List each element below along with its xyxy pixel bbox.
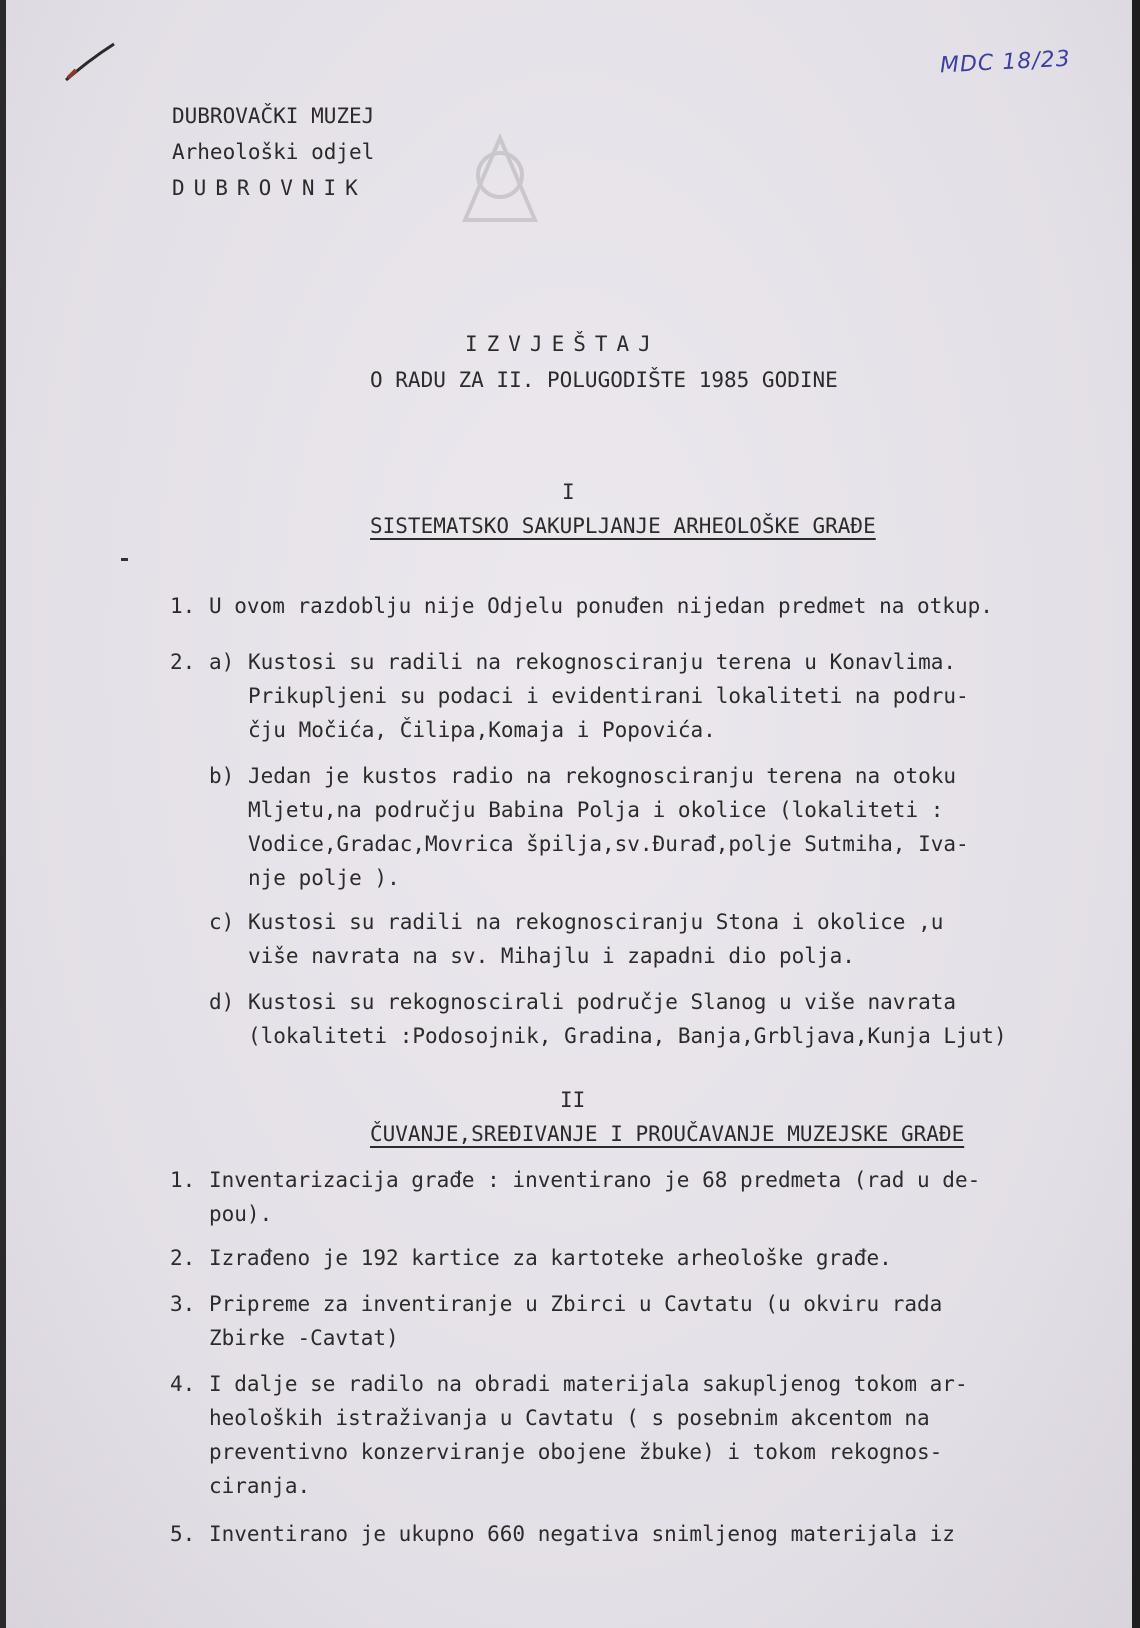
item-1-number: 1. [170, 594, 196, 618]
item-2c-line-1: Kustosi su radili na rekognosciranju Stona i okolice ,u [248, 910, 944, 934]
item-2a-line-2: Prikupljeni su podaci i evidentirani lokaliteti na podru- [248, 684, 969, 708]
report-title: IZVJEŠTAJ [465, 332, 660, 356]
s2-item-3-number: 3. [170, 1292, 196, 1316]
item-2b-line-2: Mljetu,na području Babina Polja i okolice (lokaliteti : [248, 798, 944, 822]
scan-edge-left [0, 0, 6, 1628]
item-2-number: 2. [170, 650, 196, 674]
report-subtitle: O RADU ZA II. POLUGODIŠTE 1985 GODINE [370, 368, 838, 392]
section-1-number: I [562, 480, 575, 504]
institution-name: DUBROVAČKI MUZEJ [172, 104, 375, 128]
s2-item-4-line-3: preventivno konzerviranje obojene žbuke) i tokom rekognos- [209, 1440, 943, 1464]
s2-item-2-line-1: Izrađeno je 192 kartice za kartoteke arheološke građe. [209, 1246, 892, 1270]
s2-item-1-line-2: pou). [209, 1202, 273, 1226]
pen-mark [62, 40, 118, 84]
margin-mark [121, 558, 128, 561]
item-2d-line-2: (lokaliteti :Podosojnik, Gradina, Banja,Grbljava,Kunja Ljut) [248, 1024, 1007, 1048]
item-2b-line-3: Vodice,Gradac,Movrica špilja,sv.Đurađ,polje Sutmiha, Iva- [248, 832, 969, 856]
department-name: Arheološki odjel [172, 140, 375, 164]
s2-item-4-line-1: I dalje se radilo na obradi materijala sakupljenog tokom ar- [209, 1372, 968, 1396]
s2-item-1-line-1: Inventarizacija građe : inventirano je 68 predmeta (rad u de- [209, 1168, 981, 1192]
item-1-text: U ovom razdoblju nije Odjelu ponuđen nijedan predmet na otkup. [209, 594, 993, 618]
item-2c-line-2: više navrata na sv. Mihajlu i zapadni dio polja. [248, 944, 855, 968]
scan-edge-right [1132, 0, 1140, 1628]
section-1-heading: SISTEMATSKO SAKUPLJANJE ARHEOLOŠKE GRAĐE [370, 514, 876, 538]
s2-item-4-line-4: ciranja. [209, 1474, 311, 1498]
city-name: DUBROVNIK [172, 176, 367, 200]
archive-number: MDC 18/23 [939, 46, 1072, 79]
item-2d-label: d) [209, 990, 235, 1014]
s2-item-2-number: 2. [170, 1246, 196, 1270]
item-2a-label: a) [209, 650, 235, 674]
item-2c-label: c) [209, 910, 235, 934]
item-2b-label: b) [209, 764, 235, 788]
s2-item-5-line-1: Inventirano je ukupno 660 negativa snimljenog materijala iz [209, 1522, 955, 1546]
section-2-number: II [560, 1088, 586, 1112]
watermark-stamp [455, 130, 545, 230]
s2-item-4-line-2: heoloških istraživanja u Cavtatu ( s posebnim akcentom na [209, 1406, 930, 1430]
item-2a-line-3: čju Močića, Čilipa,Komaja i Popovića. [248, 718, 716, 742]
s2-item-1-number: 1. [170, 1168, 196, 1192]
s2-item-4-number: 4. [170, 1372, 196, 1396]
section-2-heading: ČUVANJE,SREĐIVANJE I PROUČAVANJE MUZEJSKE GRAĐE [370, 1122, 965, 1146]
item-2b-line-4: nje polje ). [248, 866, 400, 890]
s2-item-3-line-2: Zbirke -Cavtat) [209, 1326, 399, 1350]
item-2a-line-1: Kustosi su radili na rekognosciranju terena u Konavlima. [248, 650, 957, 674]
s2-item-3-line-1: Pripreme za inventiranje u Zbirci u Cavtatu (u okviru rada [209, 1292, 943, 1316]
item-2b-line-1: Jedan je kustos radio na rekognosciranju terena na otoku [248, 764, 957, 788]
item-2d-line-1: Kustosi su rekognoscirali područje Slanog u više navrata [248, 990, 957, 1014]
s2-item-5-number: 5. [170, 1522, 196, 1546]
